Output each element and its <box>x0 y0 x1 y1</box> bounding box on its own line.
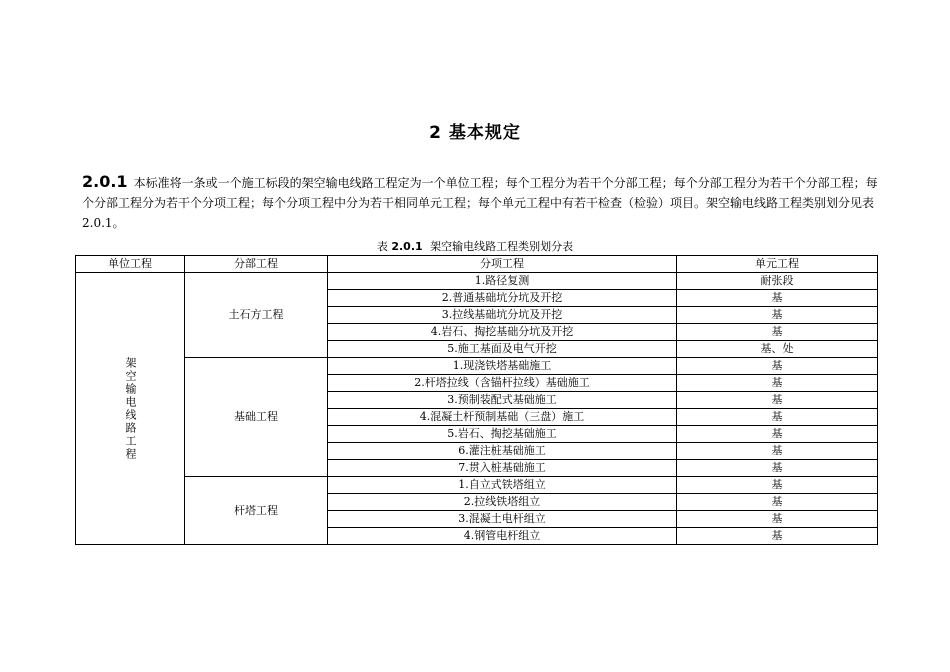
subitem-cell: 1.路径复测 <box>328 273 677 290</box>
header-unit-work: 单元工程 <box>677 256 878 273</box>
unit-work-cell: 基 <box>677 324 878 341</box>
subitem-cell: 4.钢管电杆组立 <box>328 528 677 545</box>
table-caption-number: 2.0.1 <box>391 240 423 253</box>
table-row <box>76 477 878 494</box>
division-cell: 土石方工程 <box>185 273 328 358</box>
unit-work-cell: 基 <box>677 307 878 324</box>
table-caption <box>0 238 950 254</box>
table-header-row <box>76 256 878 273</box>
unit-work-cell: 基 <box>677 528 878 545</box>
unit-work-cell: 基 <box>677 409 878 426</box>
unit-work-cell: 基 <box>677 358 878 375</box>
table-body <box>76 273 878 545</box>
subitem-cell: 5.岩石、掏挖基础施工 <box>328 426 677 443</box>
division-cell: 基础工程 <box>185 358 328 477</box>
unit-work-cell: 基 <box>677 511 878 528</box>
header-division: 分部工程 <box>185 256 328 273</box>
clause-text: 本标准将一条或一个施工标段的架空输电线路工程定为一个单位工程；每个工程分为若干个分部工程；每个分部工程分为若干个分部工程；每个分部工程分为若干个分项工程；每个分项工程中分为若干相同单元工程；每个单元工程中有若干检查（检验）项目。架空输电线路工程类别划分见表 2.0.1。 <box>82 176 878 230</box>
subitem-cell: 2.普通基础坑分坑及开挖 <box>328 290 677 307</box>
unit-work-cell: 耐张段 <box>677 273 878 290</box>
table-caption-prefix: 表 <box>376 240 388 253</box>
unit-work-cell: 基 <box>677 290 878 307</box>
division-cell: 杆塔工程 <box>185 477 328 545</box>
classification-table <box>75 255 878 545</box>
subitem-cell: 4.混凝土杆预制基础（三盘）施工 <box>328 409 677 426</box>
unit-work-cell: 基 <box>677 477 878 494</box>
header-subitem: 分项工程 <box>328 256 677 273</box>
subitem-cell: 3.混凝土电杆组立 <box>328 511 677 528</box>
section-heading: 2 基本规定 <box>429 123 521 143</box>
unit-work-cell: 基 <box>677 460 878 477</box>
table-row <box>76 358 878 375</box>
unit-work-cell: 基、处 <box>677 341 878 358</box>
subitem-cell: 3.拉线基础坑分坑及开挖 <box>328 307 677 324</box>
subitem-cell: 1.自立式铁塔组立 <box>328 477 677 494</box>
subitem-cell: 4.岩石、掏挖基础分坑及开挖 <box>328 324 677 341</box>
clause-paragraph <box>82 172 882 233</box>
clause-number: 2.0.1 <box>82 172 128 191</box>
subitem-cell: 7.贯入桩基础施工 <box>328 460 677 477</box>
subitem-cell: 2.拉线铁塔组立 <box>328 494 677 511</box>
subitem-cell: 6.灌注桩基础施工 <box>328 443 677 460</box>
table-caption-title: 架空输电线路工程类别划分表 <box>430 240 574 253</box>
unit-work-cell: 基 <box>677 392 878 409</box>
unit-project-name: 架空输电线路工程 <box>124 356 137 461</box>
subitem-cell: 1.现浇铁塔基础施工 <box>328 358 677 375</box>
unit-work-cell: 基 <box>677 375 878 392</box>
subitem-cell: 2.杆塔拉线（含锚杆拉线）基础施工 <box>328 375 677 392</box>
unit-work-cell: 基 <box>677 494 878 511</box>
unit-work-cell: 基 <box>677 443 878 460</box>
header-unit-project: 单位工程 <box>76 256 185 273</box>
unit-work-cell: 基 <box>677 426 878 443</box>
unit-project-cell <box>76 273 185 545</box>
subitem-cell: 5.施工基面及电气开挖 <box>328 341 677 358</box>
subitem-cell: 3.预制装配式基础施工 <box>328 392 677 409</box>
table-row <box>76 273 878 290</box>
